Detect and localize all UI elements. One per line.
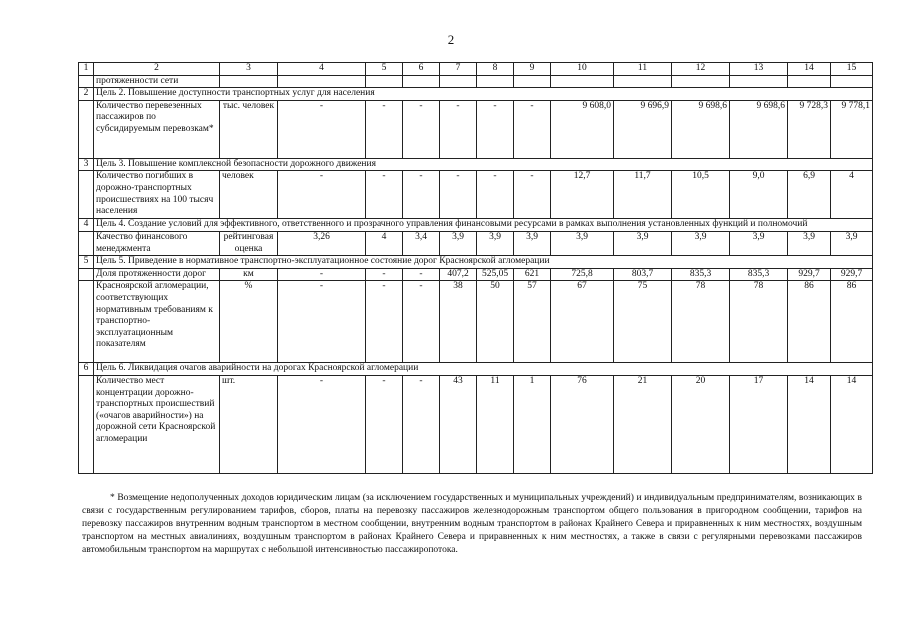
value-cell: 4 bbox=[366, 231, 403, 255]
header-row bbox=[79, 63, 873, 76]
value-cell: - bbox=[514, 171, 551, 219]
header-cell: 6 bbox=[403, 63, 440, 76]
continuation-row bbox=[79, 75, 873, 88]
value-cell: 14 bbox=[831, 375, 873, 473]
value-cell: 11,7 bbox=[614, 171, 672, 219]
unit-cell: человек bbox=[220, 171, 278, 219]
value-cell: 14 bbox=[788, 375, 831, 473]
value-cell: - bbox=[477, 171, 514, 219]
header-cell: 5 bbox=[366, 63, 403, 76]
value-cell: 3,9 bbox=[477, 231, 514, 255]
table-row bbox=[79, 100, 873, 158]
indicators-table bbox=[78, 62, 873, 474]
table-row bbox=[79, 171, 873, 219]
unit-cell: % bbox=[220, 281, 278, 363]
value-cell: 78 bbox=[730, 281, 788, 363]
value-cell: - bbox=[278, 171, 366, 219]
header-cell: 10 bbox=[551, 63, 614, 76]
goal-row bbox=[79, 88, 873, 101]
value-cell: 75 bbox=[614, 281, 672, 363]
goal-row bbox=[79, 363, 873, 376]
indicator-name: Количество погибших в дорожно-транспортных происшествиях на 100 тысяч населения bbox=[94, 171, 220, 219]
row-number: 3 bbox=[79, 158, 94, 171]
value-cell: 6,9 bbox=[788, 171, 831, 219]
header-cell: 14 bbox=[788, 63, 831, 76]
value-cell: 86 bbox=[788, 281, 831, 363]
value-cell: 3,4 bbox=[403, 231, 440, 255]
value-cell: 9 696,9 bbox=[614, 100, 672, 158]
goal-row bbox=[79, 158, 873, 171]
indicator-name: Доля протяженности дорог bbox=[94, 268, 220, 281]
indicator-name: Красноярской агломерации, соответствующих нормативным требованиям к транспортно-эксплуатационным показателям bbox=[94, 281, 220, 363]
value-cell: - bbox=[477, 100, 514, 158]
value-cell: - bbox=[440, 100, 477, 158]
header-cell: 1 bbox=[79, 63, 94, 76]
goal-title: Цель 6. Ликвидация очагов аварийности на дорогах Красноярской агломерации bbox=[94, 363, 873, 376]
row-number: 2 bbox=[79, 88, 94, 101]
value-cell: 12,7 bbox=[551, 171, 614, 219]
row-number: 5 bbox=[79, 256, 94, 269]
value-cell: 86 bbox=[831, 281, 873, 363]
header-cell: 15 bbox=[831, 63, 873, 76]
value-cell: - bbox=[278, 100, 366, 158]
indicator-name: Качество финансового менеджмента bbox=[94, 231, 220, 255]
footnote: * Возмещение недополученных доходов юридическим лицам (за исключением государственных и муниципальных учреждений) и индивидуальным предпринимателям, возникающих в связи с государственным регулированием тарифов, сборов, платы на перевозку пассажиров железнодорожным транспортом общего пользования в пригородном сообщении, тарифов на перевозку пассажиров внутренним водным транспортом в местном сообщении, внутренним водным транспортом в районах Крайнего Севера и приравненных к ним местностях, воздушным транспортом на местных авиалиниях, воздушным транспортом в районах Крайнего Севера и приравненных к ним местностях, а также в связи с регулярными перевозками пассажиров автомобильным транспортом на маршрутах с небольшой интенсивностью пассажиропотока. bbox=[82, 493, 862, 555]
value-cell: 3,9 bbox=[514, 231, 551, 255]
value-cell: - bbox=[403, 268, 440, 281]
indicator-name: протяженности сети bbox=[94, 75, 220, 88]
goal-title: Цель 5. Приведение в нормативное транспортно-эксплуатационное состояние дорог Красноярской агломерации bbox=[94, 256, 873, 269]
value-cell: 9,0 bbox=[730, 171, 788, 219]
value-cell: - bbox=[366, 375, 403, 473]
value-cell: - bbox=[403, 375, 440, 473]
header-cell: 12 bbox=[672, 63, 730, 76]
header-cell: 13 bbox=[730, 63, 788, 76]
unit-cell: шт. bbox=[220, 375, 278, 473]
value-cell: 3,26 bbox=[278, 231, 366, 255]
table-row bbox=[79, 268, 873, 281]
header-cell: 11 bbox=[614, 63, 672, 76]
unit-cell: рейтинговая оценка bbox=[220, 231, 278, 255]
value-cell: - bbox=[278, 281, 366, 363]
value-cell: 50 bbox=[477, 281, 514, 363]
value-cell: 835,3 bbox=[730, 268, 788, 281]
value-cell: 929,7 bbox=[788, 268, 831, 281]
goal-title: Цель 3. Повышение комплексной безопасности дорожного движения bbox=[94, 158, 873, 171]
goal-title: Цель 4. Создание условий для эффективного, ответственного и прозрачного управления финансовыми ресурсами в рамках выполнения установленных функций и полномочий bbox=[94, 219, 873, 232]
value-cell: - bbox=[440, 171, 477, 219]
header-cell: 9 bbox=[514, 63, 551, 76]
header-cell: 7 bbox=[440, 63, 477, 76]
value-cell: 803,7 bbox=[614, 268, 672, 281]
value-cell: 9 698,6 bbox=[730, 100, 788, 158]
value-cell: 78 bbox=[672, 281, 730, 363]
value-cell: 9 698,6 bbox=[672, 100, 730, 158]
value-cell: - bbox=[278, 375, 366, 473]
goal-row bbox=[79, 256, 873, 269]
value-cell: 835,3 bbox=[672, 268, 730, 281]
table-row bbox=[79, 231, 873, 255]
value-cell: 38 bbox=[440, 281, 477, 363]
value-cell: 10,5 bbox=[672, 171, 730, 219]
value-cell: 3,9 bbox=[788, 231, 831, 255]
value-cell: 9 778,1 bbox=[831, 100, 873, 158]
table-row bbox=[79, 281, 873, 363]
value-cell: - bbox=[366, 268, 403, 281]
value-cell: 9 728,3 bbox=[788, 100, 831, 158]
value-cell: - bbox=[366, 100, 403, 158]
table-row bbox=[79, 375, 873, 473]
header-cell: 2 bbox=[94, 63, 220, 76]
header-cell: 8 bbox=[477, 63, 514, 76]
value-cell: 3,9 bbox=[440, 231, 477, 255]
value-cell: 525,05 bbox=[477, 268, 514, 281]
goal-row bbox=[79, 219, 873, 232]
value-cell: 725,8 bbox=[551, 268, 614, 281]
value-cell: - bbox=[403, 171, 440, 219]
value-cell: 929,7 bbox=[831, 268, 873, 281]
value-cell: - bbox=[403, 281, 440, 363]
indicator-name: Количество перевезенных пассажиров по субсидируемым перевозкам* bbox=[94, 100, 220, 158]
value-cell: 76 bbox=[551, 375, 614, 473]
value-cell: - bbox=[366, 171, 403, 219]
unit-cell: тыс. человек bbox=[220, 100, 278, 158]
value-cell: 4 bbox=[831, 171, 873, 219]
value-cell: 407,2 bbox=[440, 268, 477, 281]
value-cell: 9 608,0 bbox=[551, 100, 614, 158]
value-cell: 621 bbox=[514, 268, 551, 281]
value-cell: - bbox=[366, 281, 403, 363]
value-cell: 57 bbox=[514, 281, 551, 363]
value-cell: - bbox=[278, 268, 366, 281]
unit-cell: км bbox=[220, 268, 278, 281]
value-cell: 67 bbox=[551, 281, 614, 363]
goal-title: Цель 2. Повышение доступности транспортных услуг для населения bbox=[94, 88, 873, 101]
value-cell: 17 bbox=[730, 375, 788, 473]
header-cell: 4 bbox=[278, 63, 366, 76]
value-cell: 3,9 bbox=[551, 231, 614, 255]
row-number bbox=[79, 75, 94, 88]
value-cell: 3,9 bbox=[614, 231, 672, 255]
value-cell: - bbox=[403, 100, 440, 158]
page-number: 2 bbox=[447, 32, 455, 47]
indicator-name: Количество мест концентрации дорожно-транспортных происшествий («очагов аварийности») на дорожной сети Красноярской агломерации bbox=[94, 375, 220, 473]
value-cell: 11 bbox=[477, 375, 514, 473]
value-cell: - bbox=[514, 100, 551, 158]
value-cell: 43 bbox=[440, 375, 477, 473]
value-cell: 21 bbox=[614, 375, 672, 473]
value-cell: 3,9 bbox=[831, 231, 873, 255]
header-cell: 3 bbox=[220, 63, 278, 76]
value-cell: 20 bbox=[672, 375, 730, 473]
value-cell: 1 bbox=[514, 375, 551, 473]
value-cell: 3,9 bbox=[672, 231, 730, 255]
value-cell: 3,9 bbox=[730, 231, 788, 255]
row-number: 6 bbox=[79, 363, 94, 376]
row-number: 4 bbox=[79, 219, 94, 232]
